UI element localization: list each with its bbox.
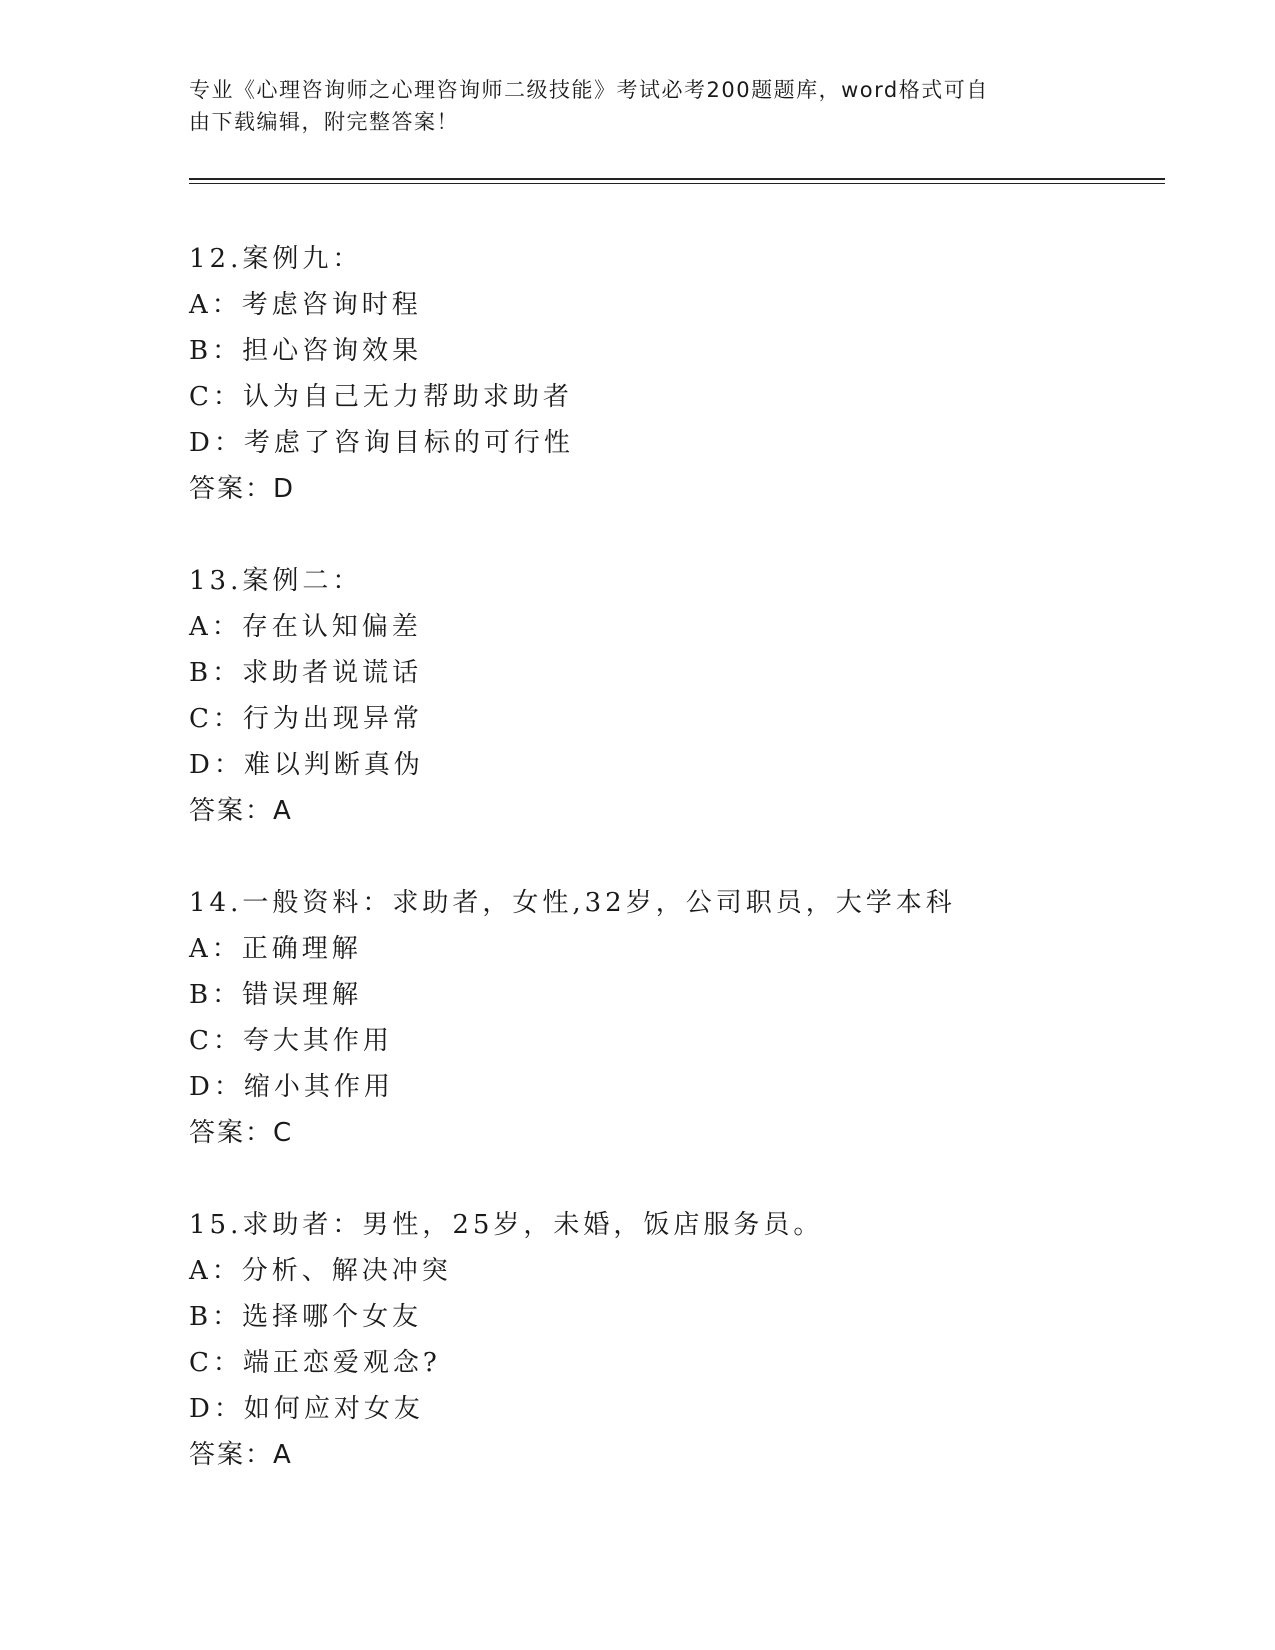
question-15	[189, 1202, 1169, 1478]
question-12	[189, 236, 1169, 512]
question-13	[189, 558, 1169, 834]
option-d: D：难以判断真伪	[189, 750, 424, 780]
answer: 答案：A	[189, 1440, 293, 1470]
option-d: D：考虑了咨询目标的可行性	[189, 428, 574, 458]
option-c: C：夸大其作用	[189, 1026, 393, 1056]
option-c: C：认为自己无力帮助求助者	[189, 382, 573, 412]
answer: 答案：A	[189, 796, 293, 826]
header-divider	[189, 178, 1165, 180]
option-b: B：求助者说谎话	[189, 658, 423, 688]
option-a: A：分析、解决冲突	[189, 1256, 452, 1286]
option-c: C：行为出现异常	[189, 704, 423, 734]
option-b: B：担心咨询效果	[189, 336, 423, 366]
question-title: 14.一般资料：求助者，女性,32岁，公司职员，大学本科	[189, 888, 956, 918]
document-header	[189, 74, 1089, 138]
option-b: B：选择哪个女友	[189, 1302, 423, 1332]
question-list	[189, 236, 1169, 1524]
question-title: 15.求助者：男性，25岁，未婚，饭店服务员。	[189, 1210, 824, 1240]
option-d: D：如何应对女友	[189, 1394, 424, 1424]
header-line-1: 专业《心理咨询师之心理咨询师二级技能》考试必考200题题库，word格式可自	[189, 78, 989, 102]
header-line-2: 由下载编辑，附完整答案！	[189, 110, 459, 134]
question-title: 13.案例二：	[189, 566, 363, 596]
question-title: 12.案例九：	[189, 244, 363, 274]
option-b: B：错误理解	[189, 980, 363, 1010]
option-d: D：缩小其作用	[189, 1072, 394, 1102]
question-14	[189, 880, 1169, 1156]
option-a: A：存在认知偏差	[189, 612, 422, 642]
answer: 答案：C	[189, 1118, 294, 1148]
header-divider-thin	[189, 183, 1165, 184]
option-a: A：正确理解	[189, 934, 362, 964]
answer: 答案：D	[189, 474, 296, 504]
option-c: C：端正恋爱观念?	[189, 1348, 441, 1378]
option-a: A：考虑咨询时程	[189, 290, 422, 320]
